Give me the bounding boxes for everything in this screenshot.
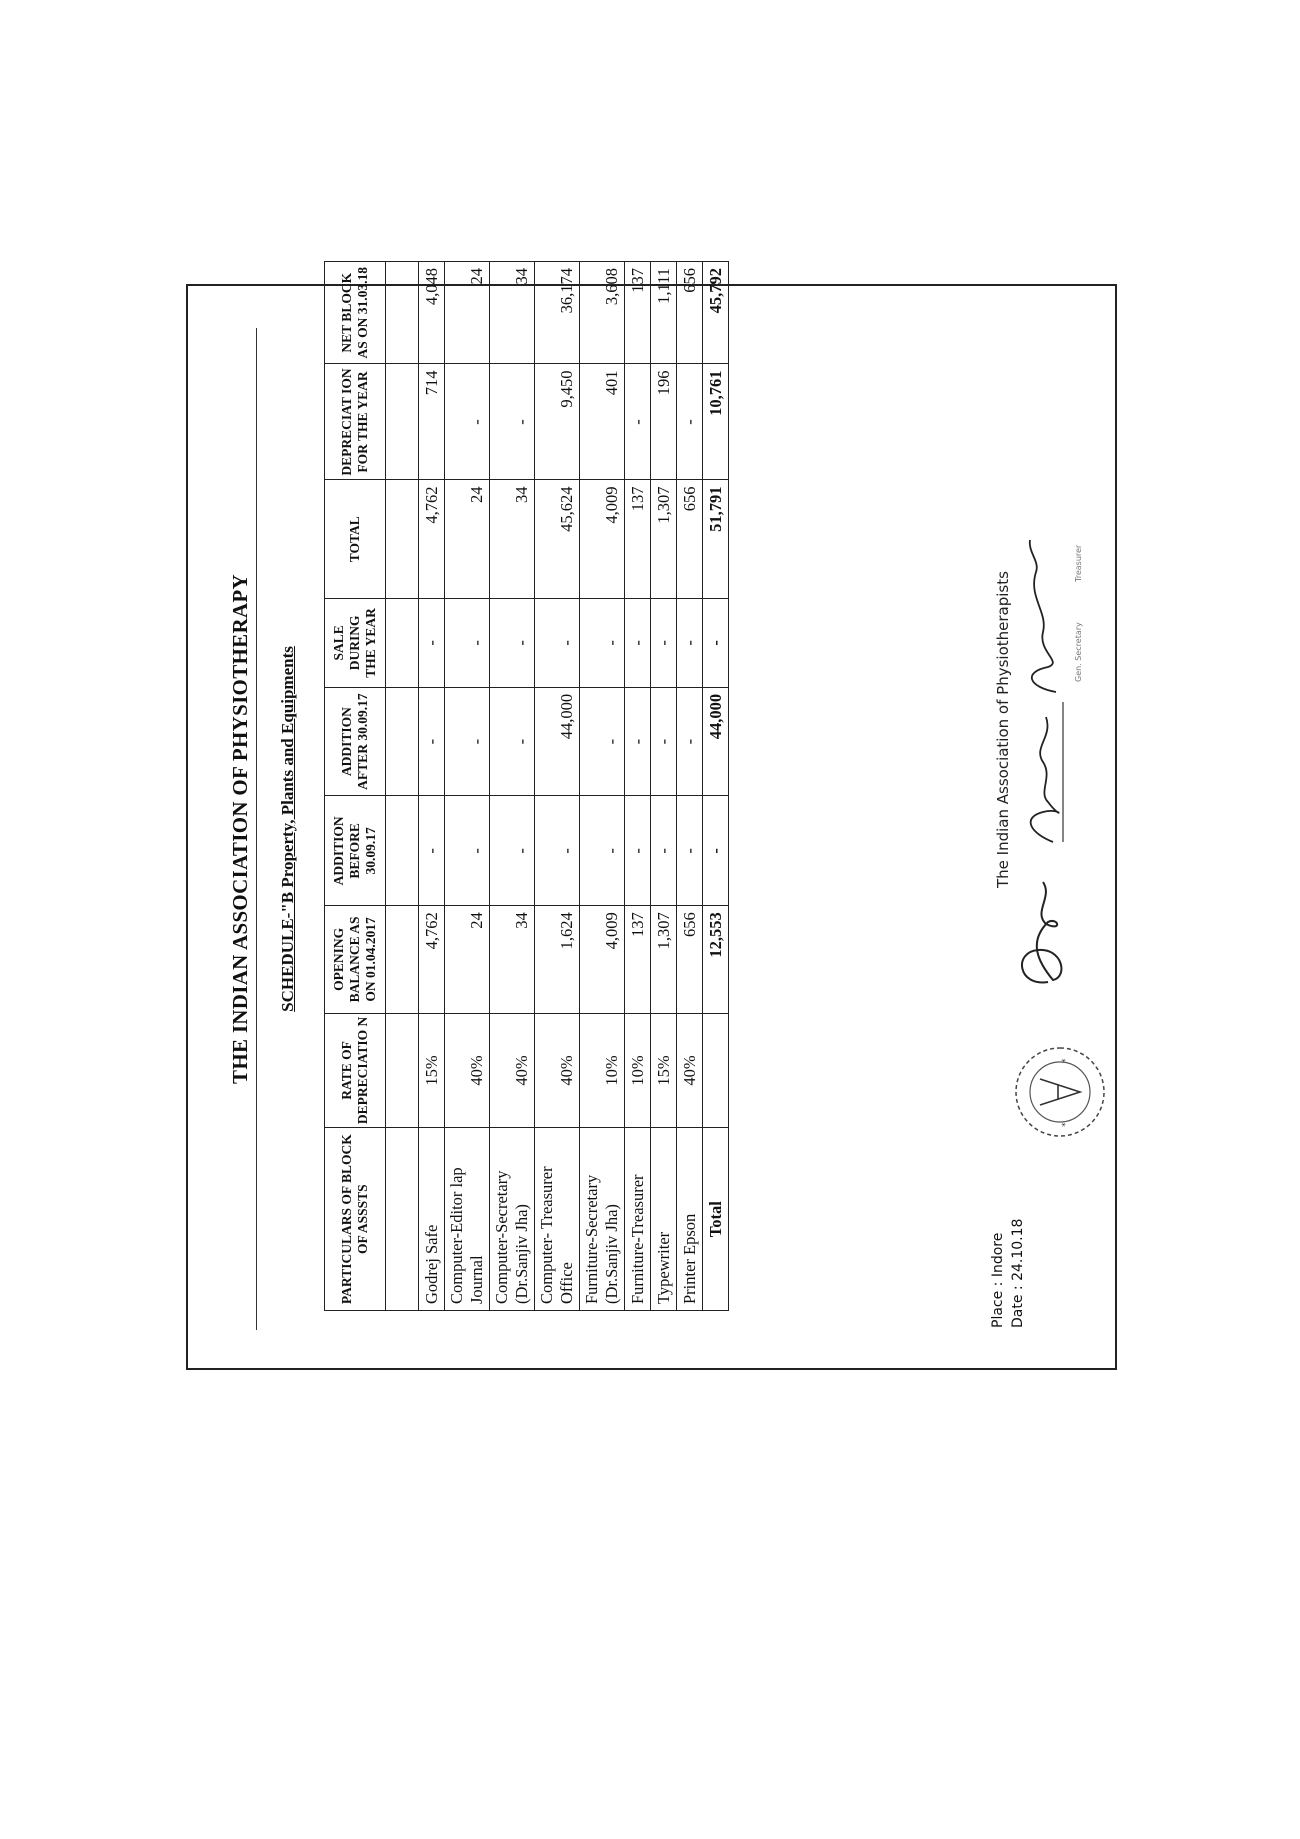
table-row: [419, 262, 445, 1311]
cell-particulars: Typewriter: [651, 1128, 677, 1311]
cell-addition-after: -: [490, 687, 535, 796]
cell-total: 4,009: [580, 480, 625, 598]
table-row: [445, 262, 490, 1311]
cell-rate: 15%: [651, 1013, 677, 1128]
header-row: [325, 262, 386, 1311]
cell-addition-after: 44,000: [535, 687, 580, 796]
cell-particulars: Computer-Editor lap Journal: [445, 1128, 490, 1311]
cell-particulars: Printer Epson: [677, 1128, 703, 1311]
cell-net-block: 36,174: [535, 262, 580, 365]
cell-addition-before: -: [419, 796, 445, 906]
cell-opening: 1,624: [535, 906, 580, 1013]
cell-rate: 10%: [625, 1013, 651, 1128]
handwritten-signatures: [1008, 532, 1078, 992]
cell-sale: -: [703, 598, 729, 687]
cell-sale: -: [490, 598, 535, 687]
cell-addition-before: -: [677, 796, 703, 906]
cell-sale: -: [535, 598, 580, 687]
cell-depreciation: -: [445, 364, 490, 480]
col-header-particulars: PARTICULARS OF BLOCK OF ASSSTS: [325, 1128, 386, 1311]
cell-total: 1,307: [651, 480, 677, 598]
spacer-row: [386, 262, 419, 1311]
cell-addition-after: -: [419, 687, 445, 796]
cell-net-block: 4,048: [419, 262, 445, 365]
cell-addition-after: -: [625, 687, 651, 796]
ppe-schedule-table: [324, 261, 729, 1311]
col-header-addition-after: ADDITION AFTER 30.09.17: [325, 687, 386, 796]
cell-addition-after: -: [580, 687, 625, 796]
cell-sale: -: [419, 598, 445, 687]
place-date-block: [988, 1219, 1028, 1328]
cell-particulars: Computer- Treasurer Office: [535, 1128, 580, 1311]
total-row: [703, 262, 729, 1311]
schedule-subtitle: SCHEDULE-"B Property, Plants and Equipments: [278, 646, 297, 1012]
document-frame: [186, 267, 1117, 1370]
cell-rate: 40%: [490, 1013, 535, 1128]
cell-sale: -: [651, 598, 677, 687]
cell-rate: 40%: [445, 1013, 490, 1128]
cell-particulars: Furniture-Secretary (Dr.Sanjiv Jha): [580, 1128, 625, 1311]
rotated-page: [188, 267, 1119, 1372]
cell-addition-before: -: [580, 796, 625, 906]
svg-text:*: *: [1061, 1122, 1071, 1127]
cell-opening: 12,553: [703, 906, 729, 1013]
round-seal-stamp: [1010, 1037, 1110, 1147]
cell-total: 4,762: [419, 480, 445, 598]
cell-opening: 137: [625, 906, 651, 1013]
col-header-depreciation: DEPRECIAT ION FOR THE YEAR: [325, 364, 386, 480]
cell-depreciation: -: [677, 364, 703, 480]
cell-net-block: 656: [677, 262, 703, 365]
cell-total: 34: [490, 480, 535, 598]
date-text: Date : 24.10.18: [1010, 1218, 1026, 1328]
col-header-total: TOTAL: [325, 480, 386, 598]
col-header-opening: OPENING BALANCE AS ON 01.04.2017: [325, 906, 386, 1013]
cell-particulars: Computer-Secretary (Dr.Sanjiv Jha): [490, 1128, 535, 1311]
cell-sale: -: [625, 598, 651, 687]
cell-sale: -: [677, 598, 703, 687]
table-row: [490, 262, 535, 1311]
place-text: Place : Indore: [990, 1232, 1006, 1328]
table-row: [651, 262, 677, 1311]
cell-depreciation: -: [625, 364, 651, 480]
cell-depreciation: -: [490, 364, 535, 480]
cell-addition-after: -: [651, 687, 677, 796]
cell-rate: 10%: [580, 1013, 625, 1128]
cell-depreciation: 196: [651, 364, 677, 480]
cell-total-label: Total: [703, 1128, 729, 1311]
cell-opening: 656: [677, 906, 703, 1013]
table-row: [625, 262, 651, 1311]
col-header-net-block: NET BLOCK AS ON 31.03.18: [325, 262, 386, 365]
cell-addition-before: -: [651, 796, 677, 906]
cell-total: 656: [677, 480, 703, 598]
cell-total: 45,624: [535, 480, 580, 598]
cell-addition-before: -: [535, 796, 580, 906]
cell-rate: 40%: [677, 1013, 703, 1128]
cell-addition-before: -: [703, 796, 729, 906]
treasurer-caption: Treasurer: [1074, 544, 1083, 582]
cell-total: 24: [445, 480, 490, 598]
association-stamp-text: The Indian Association of Physiotherapists: [994, 571, 1012, 888]
cell-addition-after: -: [445, 687, 490, 796]
document-title: THE INDIAN ASSOCIATION OF PHYSIOTHERAPY: [228, 574, 252, 1084]
cell-net-block: 1,111: [651, 262, 677, 365]
cell-sale: -: [445, 598, 490, 687]
cell-particulars: Furniture-Treasurer: [625, 1128, 651, 1311]
table-row: [677, 262, 703, 1311]
cell-depreciation: 10,761: [703, 364, 729, 480]
cell-opening: 34: [490, 906, 535, 1013]
col-header-addition-before: ADDITION BEFORE 30.09.17: [325, 796, 386, 906]
cell-net-block: 34: [490, 262, 535, 365]
cell-rate: [703, 1013, 729, 1128]
cell-net-block: 45,792: [703, 262, 729, 365]
cell-net-block: 24: [445, 262, 490, 365]
cell-rate: 40%: [535, 1013, 580, 1128]
cell-total: 137: [625, 480, 651, 598]
col-header-rate: RATE OF DEPRECIATIO N: [325, 1013, 386, 1128]
cell-net-block: 137: [625, 262, 651, 365]
cell-depreciation: 714: [419, 364, 445, 480]
cell-opening: 24: [445, 906, 490, 1013]
cell-rate: 15%: [419, 1013, 445, 1128]
cell-opening: 4,762: [419, 906, 445, 1013]
svg-text:*: *: [1061, 1058, 1071, 1063]
title-divider: [256, 328, 257, 1330]
table-row: [580, 262, 625, 1311]
cell-addition-before: -: [625, 796, 651, 906]
cell-depreciation: 401: [580, 364, 625, 480]
table-row: [535, 262, 580, 1311]
cell-addition-after: -: [677, 687, 703, 796]
cell-addition-after: 44,000: [703, 687, 729, 796]
cell-opening: 4,009: [580, 906, 625, 1013]
col-header-sale: SALE DURING THE YEAR: [325, 598, 386, 687]
secretary-caption: Gen. Secretary: [1074, 622, 1083, 682]
cell-total: 51,791: [703, 480, 729, 598]
cell-addition-before: -: [490, 796, 535, 906]
cell-sale: -: [580, 598, 625, 687]
cell-net-block: 3,608: [580, 262, 625, 365]
cell-addition-before: -: [445, 796, 490, 906]
cell-depreciation: 9,450: [535, 364, 580, 480]
cell-opening: 1,307: [651, 906, 677, 1013]
cell-particulars: Godrej Safe: [419, 1128, 445, 1311]
